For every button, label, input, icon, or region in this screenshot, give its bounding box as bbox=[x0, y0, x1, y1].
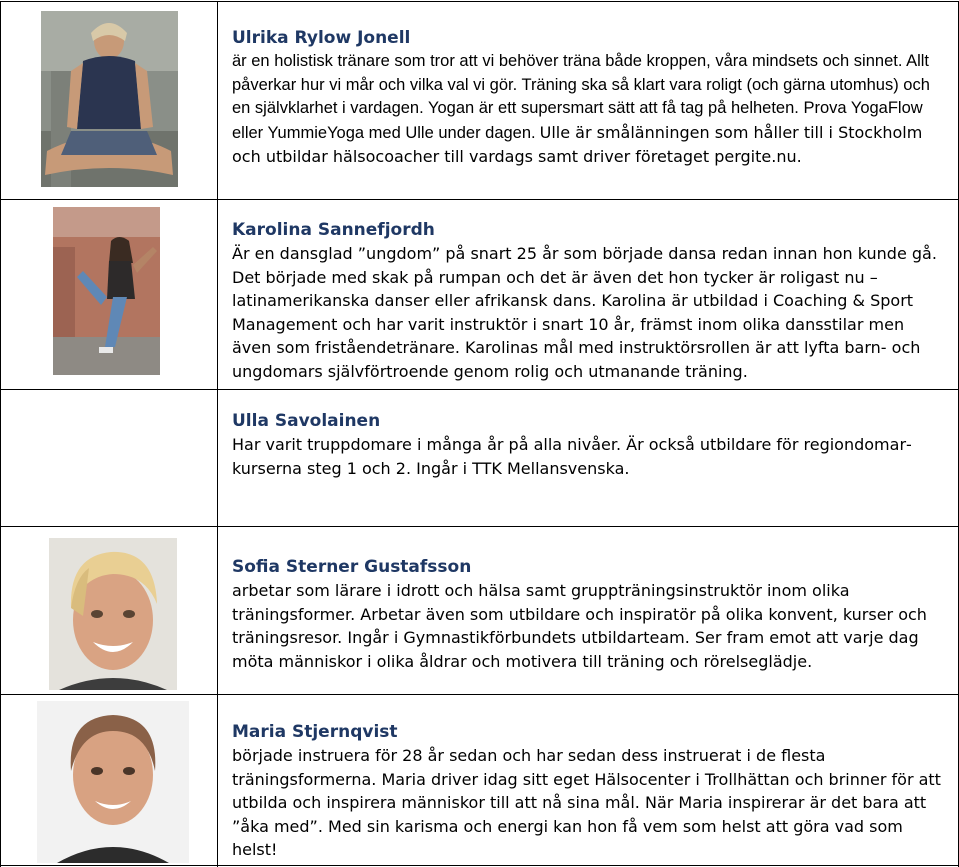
photo-cell bbox=[0, 390, 218, 527]
person-bio-continued: Ulle är smålänningen som håller till i Stockholm och utbildar hälsocoacher till vardags samt driver företaget pergite.nu. bbox=[232, 122, 923, 166]
person-name: Sofia Sterner Gustafsson bbox=[232, 557, 472, 577]
person-bio: började instruera för 28 år sedan och har sedan dess instruerat i de flesta träningsformerna. Maria driver idag sitt eget Hälsocenter i Trollhättan och brinner för att utbilda och inspirera människor till att nå sina mål. När Maria inspirerar är det bara att ”åka med”. Med sin karisma och energi kan hon få vem som helst att göra vad som helst! bbox=[232, 746, 941, 859]
portrait-photo-karolina bbox=[53, 207, 160, 375]
person-bio: är en holistisk tränare som tror att vi behöver träna både kroppen, våra mindsets och sinnet. Allt påverkar hur vi mår och vilka val vi gör. Träning ska så klart vara roligt (och gärna utomhus) och en självklarhet i vardagen. Yogan är ett supersmart sätt att få tag på helheten. Prova YogaFlow eller YummieYoga med Ulle under dagen. bbox=[232, 52, 930, 142]
portrait-photo-maria bbox=[37, 701, 189, 863]
person-name: Karolina Sannefjordh bbox=[232, 220, 435, 240]
person-row-maria bbox=[0, 694, 959, 867]
portrait-photo-sofia bbox=[49, 538, 177, 690]
text-cell bbox=[218, 695, 959, 867]
person-bio: arbetar som lärare i idrott och hälsa samt gruppträningsinstruktör inom olika träningsformer. Arbetar även som utbildare och inspiratör på olika konvent, kurser och träningsresor. Ingår i Gymnastikförbundets utbildarteam. Ser fram emot att varje dag möta människor i olika åldrar och motivera till träning och rörelseglädje. bbox=[232, 581, 927, 671]
text-cell bbox=[218, 527, 959, 695]
text-cell bbox=[218, 2, 959, 200]
person-row-ulrika bbox=[0, 1, 959, 200]
person-bio: Är en dansglad ”ungdom” på snart 25 år som började dansa redan innan hon kunde gå. Det började med skak på rumpan och det är även det hon tycker är roligast nu – latinamerikanska danser eller afrikansk dans. Karolina är utbildad i Coaching & Sport Management och har varit instruktör i snart 10 år, främst inom olika dansstilar men även som friståendetränare. Karolinas mål med instruktörsrollen är att lyfta barn- och ungdomars självförtroende genom rolig och utmanande träning. bbox=[232, 244, 937, 381]
text-cell bbox=[218, 390, 959, 527]
photo-cell bbox=[0, 695, 218, 867]
photo-cell bbox=[0, 2, 218, 200]
person-name: Ulrika Rylow Jonell bbox=[232, 28, 411, 48]
portrait-photo-ulrika bbox=[41, 11, 178, 187]
person-name: Ulla Savolainen bbox=[232, 411, 381, 431]
photo-cell bbox=[0, 527, 218, 695]
person-bio: Har varit truppdomare i många år på alla nivåer. Är också utbildare för regiondomarkurserna steg 1 och 2. Ingår i TTK Mellansvenska. bbox=[232, 435, 912, 478]
person-name: Maria Stjernqvist bbox=[232, 722, 398, 742]
person-row-sofia bbox=[0, 526, 959, 695]
person-row-ulla bbox=[0, 389, 959, 527]
text-cell bbox=[218, 200, 959, 390]
photo-cell bbox=[0, 200, 218, 390]
person-row-karolina bbox=[0, 199, 959, 390]
